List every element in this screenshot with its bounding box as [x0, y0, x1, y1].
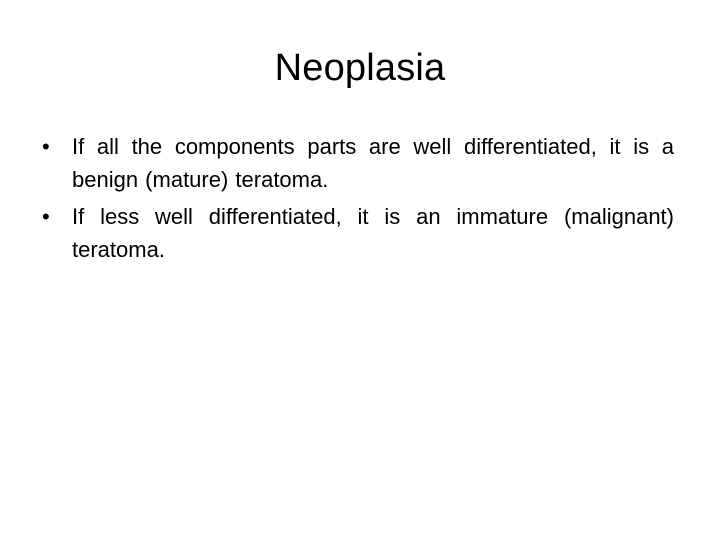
bullet-marker: • [42, 204, 50, 229]
bullet-item [42, 200, 674, 266]
bullet-text: If all the components parts are well differentiated, it is a benign (mature) teratoma. [72, 134, 674, 192]
bullet-marker: • [42, 134, 50, 159]
bullet-item [42, 130, 674, 196]
slide-title: Neoplasia [274, 47, 446, 89]
bullet-text: If less well differentiated, it is an immature (malignant) teratoma. [72, 204, 674, 262]
bullet-list [42, 130, 674, 270]
